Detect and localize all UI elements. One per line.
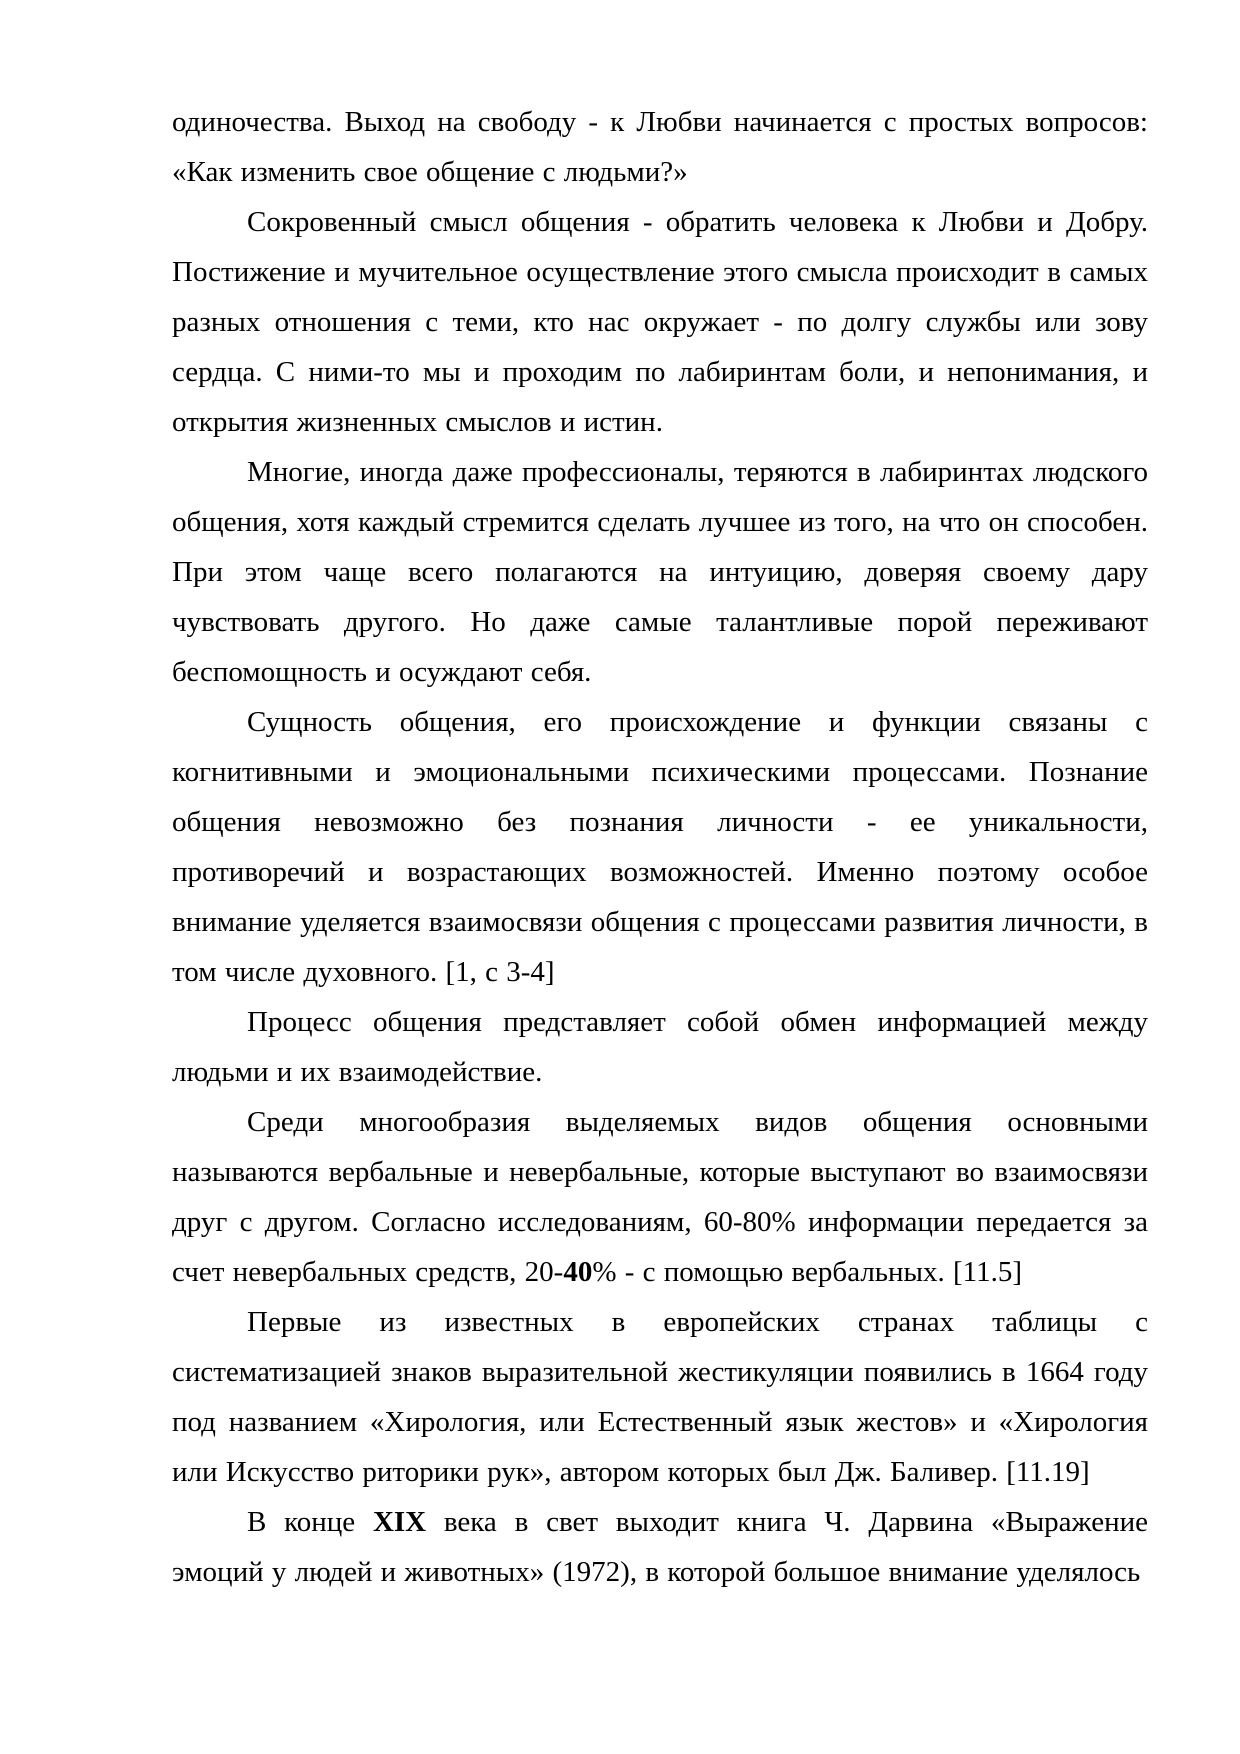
paragraph-4 bbox=[172, 697, 1148, 997]
text-run: Среди многообразия выделяемых видов общения основными называются вербальные и невербальные, которые выступают во взаимосвязи друг с другом. Согласно исследованиям, 60-80% информации передается за счет невербальных средств, 20- bbox=[172, 1106, 1148, 1288]
paragraph-6 bbox=[172, 1097, 1148, 1297]
paragraph-1 bbox=[172, 97, 1148, 197]
text-block bbox=[172, 97, 1148, 1597]
text-run: Сокровенный смысл общения - обратить человека к Любви и Добру. Постижение и мучительное осуществление этого смысла происходит в самых разных отношения с теми, кто нас окружает - по долгу службы или зову сердца. С ними-то мы и проходим по лабиринтам боли, и непонимания, и открытия жизненных смыслов и истин. bbox=[172, 206, 1148, 438]
paragraph-8 bbox=[172, 1497, 1148, 1597]
paragraph-5 bbox=[172, 997, 1148, 1097]
text-run: одиночества. Выход на свободу - к Любви начинается с простых вопросов: «Как изменить свое общение с людьми?» bbox=[172, 106, 1148, 188]
text-run: века в свет выходит книга Ч. Дарвина «Выражение эмоций у людей и животных» (1972), в которой большое внимание уделялось bbox=[172, 1506, 1148, 1588]
text-run: Процесс общения представляет собой обмен информацией между людьми и их взаимодействие. bbox=[172, 1006, 1148, 1088]
text-run: Сущность общения, его происхождение и функции связаны с когнитивными и эмоциональными психическими процессами. Познание общения невозможно без познания личности - ее уникальности, противоречий и возрастающих возможностей. Именно поэтому особое внимание уделяется взаимосвязи общения с процессами развития личности, в том числе духовного. [1, с 3-4] bbox=[172, 706, 1148, 988]
paragraph-2 bbox=[172, 197, 1148, 447]
text-run: В конце bbox=[247, 1506, 373, 1538]
text-run: Первые из известных в европейских странах таблицы с систематизацией знаков выразительной жестикуляции появились в 1664 году под названием «Хирология, или Естественный язык жестов» и «Хирология или Искусство риторики рук», автором которых был Дж. Баливер. [11.19] bbox=[172, 1306, 1148, 1488]
text-run: Многие, иногда даже профессионалы, теряются в лабиринтах людского общения, хотя каждый стремится сделать лучшее из того, на что он способен. При этом чаще всего полагаются на интуицию, доверяя своему дару чувствовать другого. Но даже самые талантливые порой переживают беспомощность и осуждают себя. bbox=[172, 456, 1148, 688]
paragraph-7 bbox=[172, 1297, 1148, 1497]
paragraph-3 bbox=[172, 447, 1148, 697]
bold-text-run: 40 bbox=[563, 1256, 593, 1288]
text-run: % - с помощью вербальных. [11.5] bbox=[592, 1256, 1023, 1288]
bold-text-run: XIX bbox=[372, 1506, 427, 1538]
